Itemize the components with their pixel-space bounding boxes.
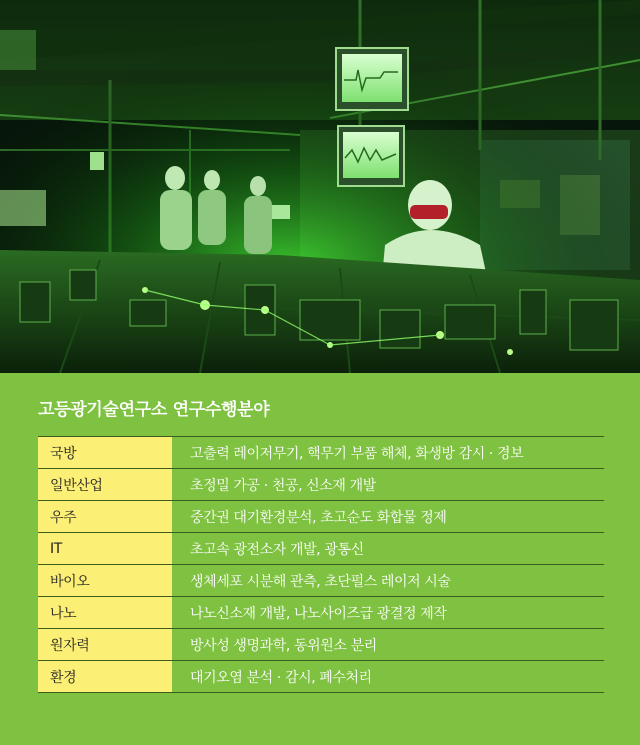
field-description: 고출력 레이저무기, 핵무기 부품 해체, 화생방 감시 · 경보 xyxy=(172,437,604,469)
research-fields-panel xyxy=(0,373,640,745)
field-name: 바이오 xyxy=(38,565,172,597)
table-row xyxy=(38,437,604,469)
table-row xyxy=(38,565,604,597)
field-description: 중간권 대기환경분석, 초고순도 화합물 정제 xyxy=(172,501,604,533)
field-name: 국방 xyxy=(38,437,172,469)
table-row xyxy=(38,501,604,533)
field-name: IT xyxy=(38,533,172,565)
field-description: 생체세포 시분해 관측, 초단펄스 레이저 시술 xyxy=(172,565,604,597)
field-name: 나노 xyxy=(38,597,172,629)
table-row xyxy=(38,661,604,693)
table-row xyxy=(38,469,604,501)
field-name: 환경 xyxy=(38,661,172,693)
field-description: 초정밀 가공 · 천공, 신소재 개발 xyxy=(172,469,604,501)
field-name: 일반산업 xyxy=(38,469,172,501)
table-row xyxy=(38,597,604,629)
table-row xyxy=(38,629,604,661)
table-row xyxy=(38,533,604,565)
research-fields-table xyxy=(38,436,604,693)
field-description: 대기오염 분석 · 감시, 폐수처리 xyxy=(172,661,604,693)
field-description: 방사성 생명과학, 동위원소 분리 xyxy=(172,629,604,661)
section-title: 고등광기술연구소 연구수행분야 xyxy=(38,400,270,420)
field-name: 우주 xyxy=(38,501,172,533)
field-name: 원자력 xyxy=(38,629,172,661)
field-description: 초고속 광전소자 개발, 광통신 xyxy=(172,533,604,565)
field-description: 나노신소재 개발, 나노사이즈급 광결정 제작 xyxy=(172,597,604,629)
